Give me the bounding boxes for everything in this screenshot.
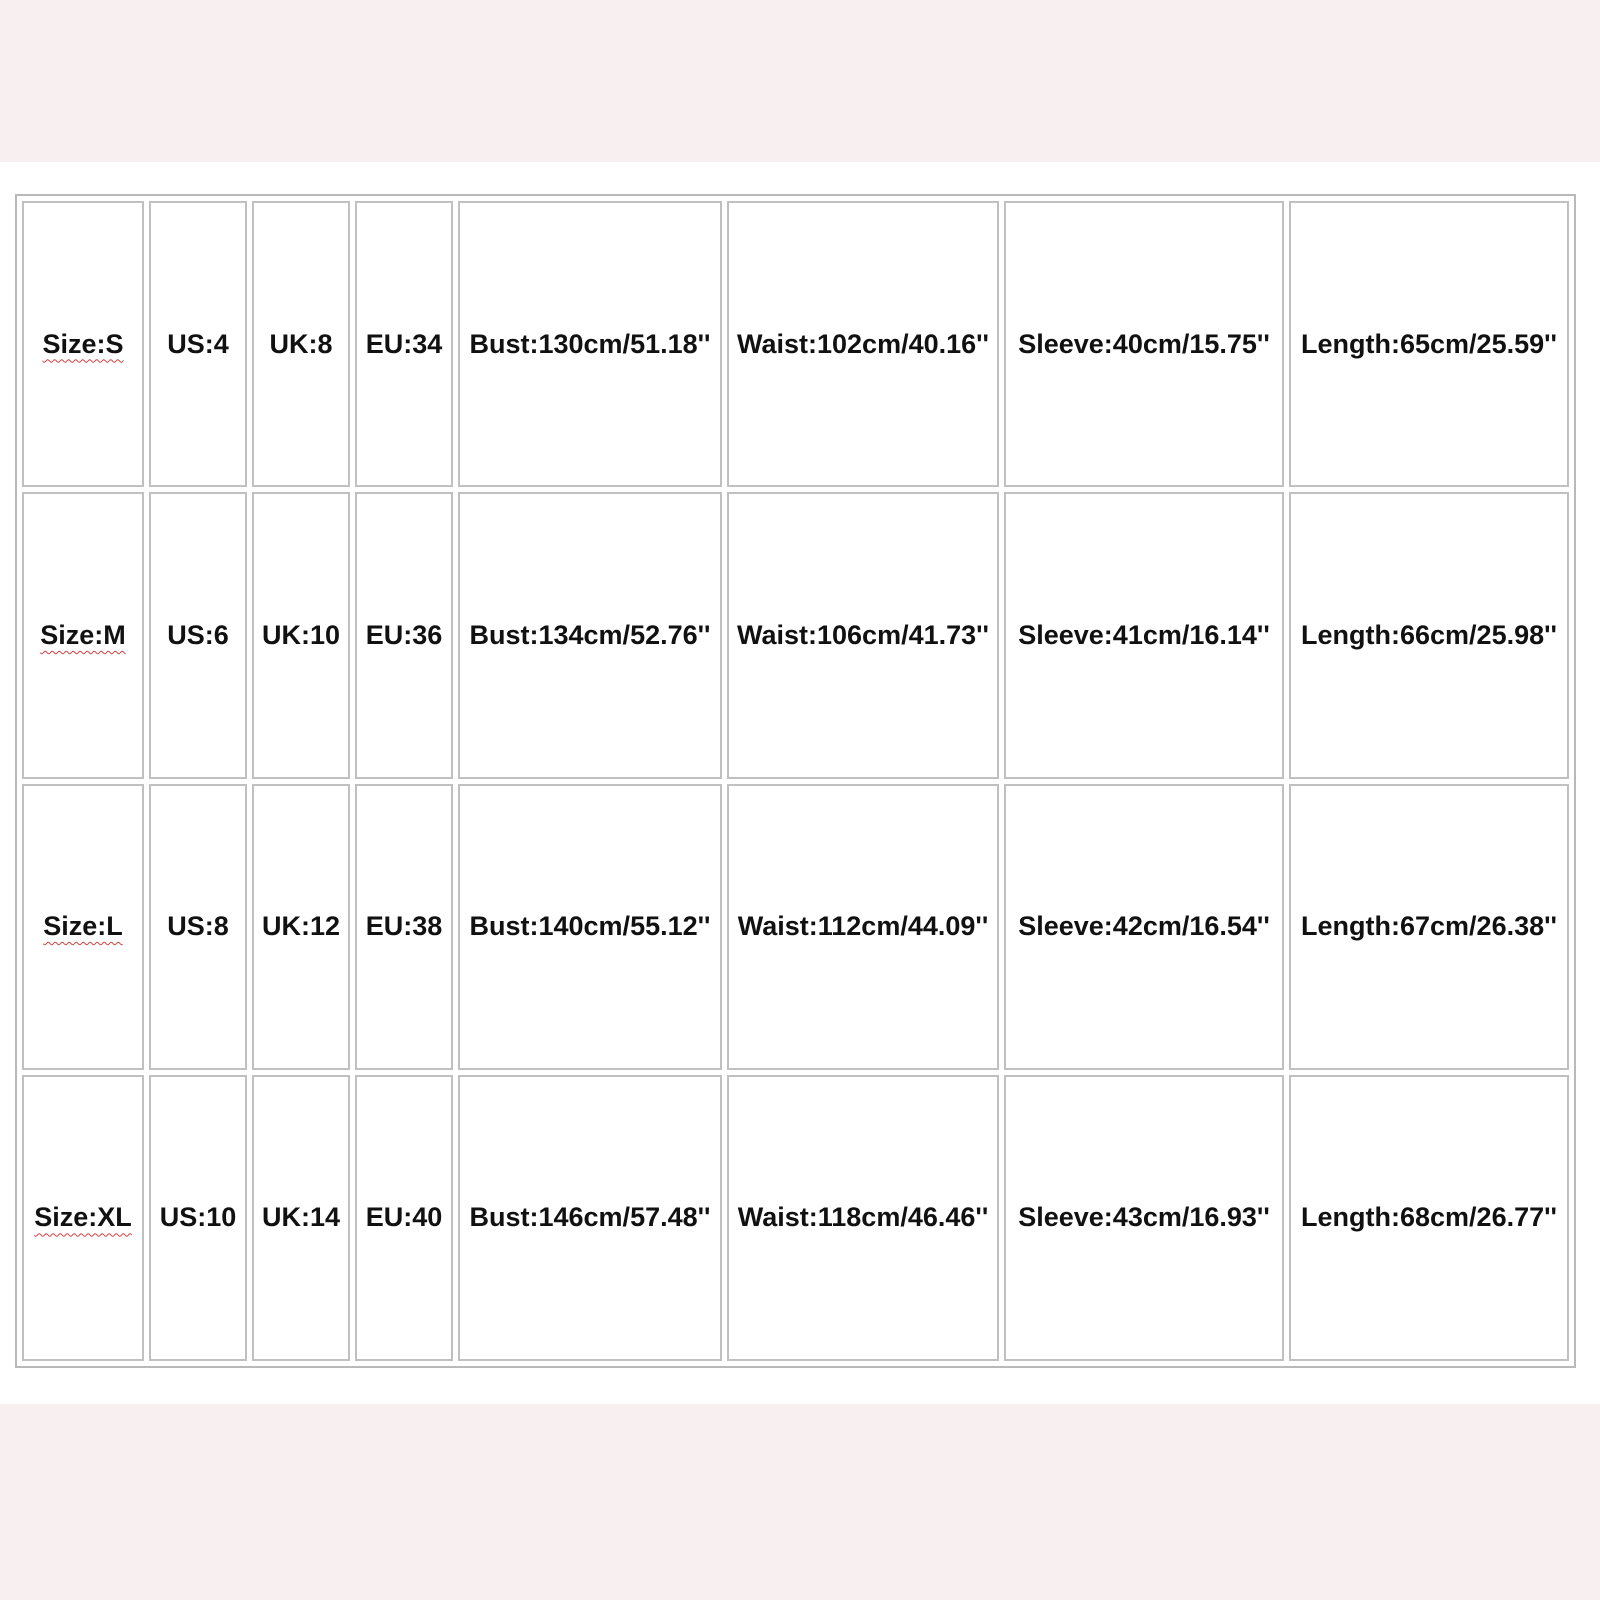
table-row	[22, 492, 1569, 778]
size-cell: Size:L	[22, 784, 144, 1070]
waist-cell: Waist:118cm/46.46''	[727, 1075, 999, 1361]
sleeve-cell: Sleeve:41cm/16.14''	[1004, 492, 1284, 778]
uk-size-cell: UK:14	[252, 1075, 350, 1361]
bust-cell: Bust:130cm/51.18''	[458, 201, 722, 487]
table-row	[22, 784, 1569, 1070]
table-row	[22, 201, 1569, 487]
sleeve-cell: Sleeve:43cm/16.93''	[1004, 1075, 1284, 1361]
sleeve-cell: Sleeve:42cm/16.54''	[1004, 784, 1284, 1070]
table-row	[22, 1075, 1569, 1361]
waist-cell: Waist:102cm/40.16''	[727, 201, 999, 487]
eu-size-cell: EU:40	[355, 1075, 453, 1361]
length-cell: Length:67cm/26.38''	[1289, 784, 1569, 1070]
size-cell: Size:M	[22, 492, 144, 778]
bust-cell: Bust:140cm/55.12''	[458, 784, 722, 1070]
waist-cell: Waist:106cm/41.73''	[727, 492, 999, 778]
uk-size-cell: UK:12	[252, 784, 350, 1070]
us-size-cell: US:4	[149, 201, 247, 487]
bust-cell: Bust:134cm/52.76''	[458, 492, 722, 778]
us-size-cell: US:6	[149, 492, 247, 778]
waist-cell: Waist:112cm/44.09''	[727, 784, 999, 1070]
eu-size-cell: EU:34	[355, 201, 453, 487]
sleeve-cell: Sleeve:40cm/15.75''	[1004, 201, 1284, 487]
eu-size-cell: EU:36	[355, 492, 453, 778]
length-cell: Length:66cm/25.98''	[1289, 492, 1569, 778]
length-cell: Length:68cm/26.77''	[1289, 1075, 1569, 1361]
bust-cell: Bust:146cm/57.48''	[458, 1075, 722, 1361]
size-chart-table	[15, 194, 1576, 1368]
eu-size-cell: EU:38	[355, 784, 453, 1070]
size-cell: Size:XL	[22, 1075, 144, 1361]
size-cell: Size:S	[22, 201, 144, 487]
length-cell: Length:65cm/25.59''	[1289, 201, 1569, 487]
uk-size-cell: UK:10	[252, 492, 350, 778]
us-size-cell: US:8	[149, 784, 247, 1070]
uk-size-cell: UK:8	[252, 201, 350, 487]
us-size-cell: US:10	[149, 1075, 247, 1361]
